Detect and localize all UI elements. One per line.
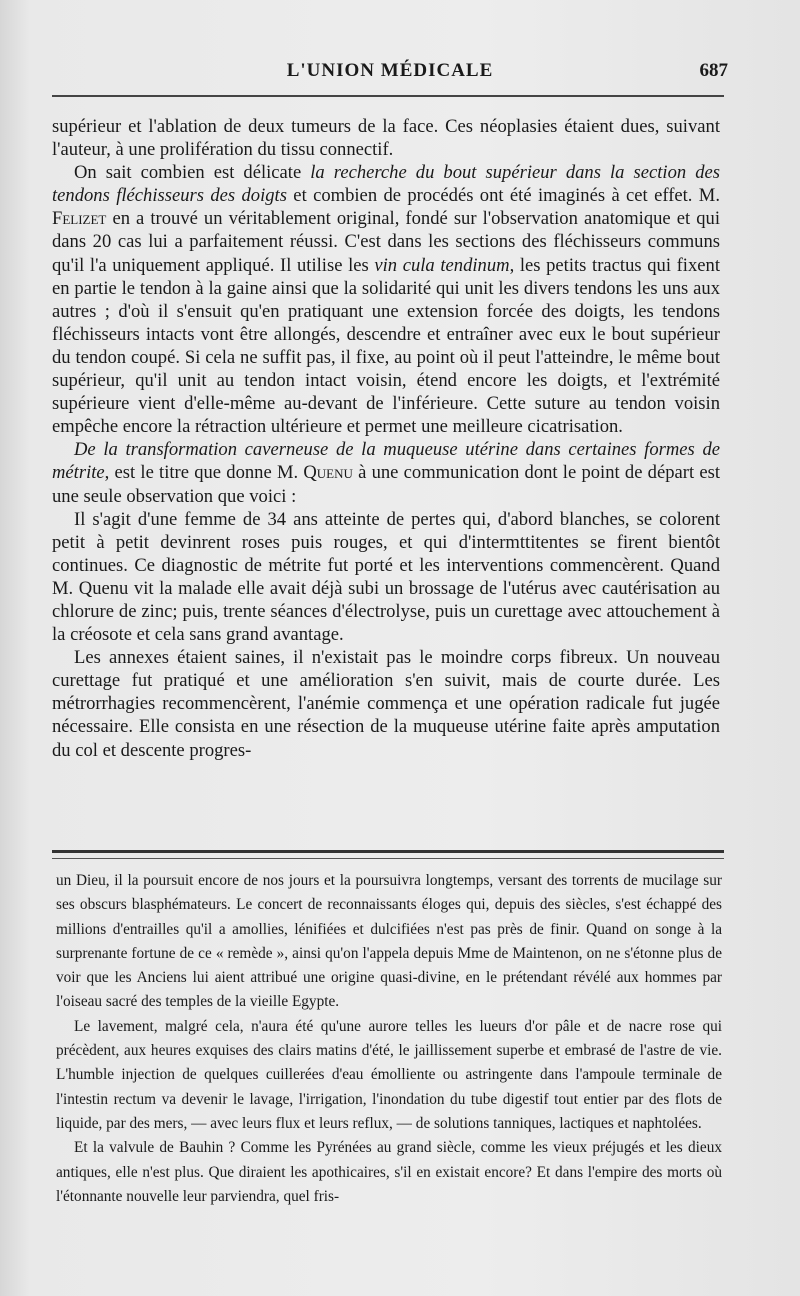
footnote-text [56,869,722,1209]
footnote-paragraph-1: un Dieu, il la poursuit encore de nos jours et la poursuivra longtemps, versant des torrents de mucilage sur ses obscurs blasphémateurs. Le concert de reconnaissants éloges qui, depuis des siècles, s'est échappé des millions d'entrailles qu'il a amollies, lénifiées et dulcifiées n'est pas près de finir. Quand on songe à la surprenante fortune de ce « remède », ainsi qu'on l'appela depuis Mme de Maintenon, on ne s'étonne plus de voir que les Anciens lui aient attribué une origine quasi-divine, en le prétendant révélé aux hommes par l'oiseau sacré des temples de la vieille Egypte. [56,872,722,1011]
footnote-rule [52,850,724,859]
paragraph-2-italic-1: la recherche du bout supérieur dans la section des tendons fléchisseurs des doigts [52,162,721,207]
paragraph-2-text-3: en a trouvé un véritablement original, fondé sur l'observation anatomique et qui dans 20 cas lui a parfaitement réussi. C'est dans les sections des fléchisseurs communs qu'il l'a uniquement appliqué. Il utilise les [52,208,720,276]
header-rule [52,95,724,97]
paragraph-3-text-2: à une communication dont le point de départ est une seule observation que voici : [52,462,720,507]
paragraph-2-text-1: On sait combien est délicate [74,162,311,184]
communication-title: De la transformation caverneuse de la muqueuse utérine dans certaines formes de métrite [52,439,720,484]
footnote-paragraph-3: Et la valvule de Bauhin ? Comme les Pyrénées au grand siècle, comme les vieux préjugés et les dieux antiques, elle n'est plus. Que diraient les apothicaires, s'il en existait encore? Et dans l'empire des morts où l'étonnante nouvelle leur parviendra, quel fris- [56,1139,722,1205]
paragraph-3 [52,438,720,507]
paragraph-2-text-2: et combien de procédés ont été imaginés à cet effet. M. [286,185,720,207]
main-text [52,115,720,762]
paragraph-5: Les annexes étaient saines, il n'existait pas le moindre corps fibreux. Un nouveau curettage fut pratiqué et une amélioration s'en suivit, mais de courte durée. Les métrorrhagies recommencèrent, l'anémie commença et une opération radicale fut jugée nécessaire. Elle consista en une résection de la muqueuse utérine faite après amputation du col et descente progres- [52,647,720,761]
paragraph-2-text-4: , les petits tractus qui fixent en partie le tendon à la gaine ainsi que la solidarité qui unit les divers tendons les uns aux autres ; d'où il s'ensuit qu'en pratiquant une extension forcée des doigts, les tendons fléchisseurs intacts vont être allongés, descendre et entraîner avec eux le bout supérieur du tendon coupé. Si cela ne suffit pas, il fixe, au point où il peut l'atteindre, le même bout supérieur, qu'il unit au tendon intact voisin, étend encore les doigts, et l'extrémité supérieure vient d'elle-même au-devant de l'inférieure. Cette suture au tendon voisin empêche encore la rétraction ultérieure et permet une meilleure cicatrisation. [52,254,720,438]
paragraph-4: Il s'agit d'une femme de 34 ans atteinte de pertes qui, d'abord blanches, se colorent petit à petit devinrent roses puis rouges, et qui d'intermttitentes se firent bientôt continues. Ce diagnostic de métrite fut porté et les interventions commencèrent. Quand M. Quenu vit la malade elle avait déjà subi un brossage de l'utérus avec cautérisation au chlorure de zinc; puis, trente séances d'électrolyse, puis un curettage avec attouchement à la créosote et cela sans grand avantage. [52,508,720,646]
author-name-felizet: Felizet [52,208,107,230]
page-header [52,58,728,88]
running-title: L'UNION MÉDICALE [286,60,494,81]
paragraph-2 [52,161,720,438]
footnote-paragraph-2: Le lavement, malgré cela, n'aura été qu'une aurore telles les lueurs d'or pâle et de nacre rose qui précèdent, aux heures exquises des clairs matins d'été, le jaillissement superbe et embrasé de l'astre de vie. L'humble injection de quelques cuillerées d'eau émolliente ou astringente dans l'ampoule terminale de l'intestin rectum va devenir le lavage, l'irrigation, l'inondation du tube digestif tout entier par des flots de liquide, par des mers, — avec leurs flux et leurs reflux, — de solutions tanniques, lactiques et naphtolées. [56,1017,722,1132]
author-name-quenu: Quenu [303,462,353,484]
page-number: 687 [699,60,728,81]
paragraph-3-text-1: , est le titre que donne M. [104,462,304,484]
paragraph-1: supérieur et l'ablation de deux tumeurs de la face. Ces néoplasies étaient dues, suivant l'auteur, à une prolifération du tissu connectif. [52,116,720,161]
paragraph-2-italic-2: vin cula tendinum [374,254,510,276]
